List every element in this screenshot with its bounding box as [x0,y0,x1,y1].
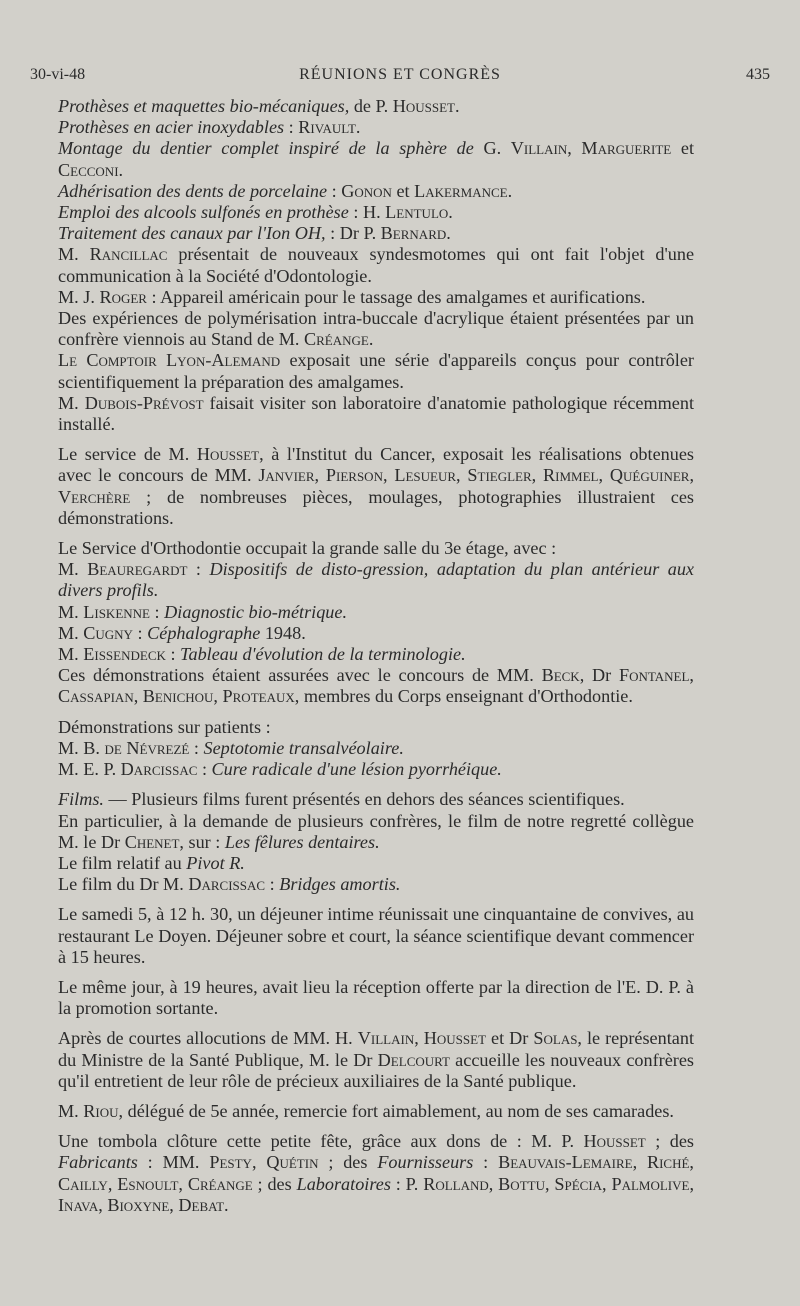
paragraph [58,665,694,707]
text-run: Démonstrations sur patients : [58,716,271,737]
text-run: : Appareil américain pour le tassage des amalgames et aurifications. [146,286,646,307]
text-run: Chenet, [124,831,184,852]
body-text [58,96,694,1216]
text-run: Villain, Marguerite [510,138,672,159]
text-run: Housset [583,1131,646,1152]
text-run: Fontanel, Cassapian, Benichou, Proteaux, [58,665,694,707]
text-run: Rolland, Bottu, Spécia, Palmolive, Inava, Bioxyne, Debat. [58,1173,694,1215]
text-run: Ces démonstrations étaient assurées avec le concours de MM. [58,665,542,686]
text-run: , à l'Institut du Cancer, exposait les réalisations obtenues avec le concours de MM. [58,444,694,486]
text-run: Fabricants [58,1152,138,1173]
paragraph [58,308,694,350]
text-run: Bridges amortis. [279,874,401,895]
text-run: M. B. [58,737,105,758]
text-run: Janvier, Pierson, Lesueur, Stiegler, Rimmel, Quéguiner, Verchère [58,465,694,507]
text-run: Traitement des canaux par l'Ion OH, [58,223,326,244]
text-run: M. [58,622,84,643]
text-run: M. [58,559,88,580]
paragraph [58,977,694,1019]
paragraph [58,244,694,286]
text-run: accueille les nouveaux confrères qu'il entretient de leur rôle de précieux auxiliaires de la Santé publique. [58,1049,694,1091]
text-run: membres du Corps enseignant d'Orthodontie. [299,686,633,707]
text-run: M. [58,1100,84,1121]
text-run: Lentulo. [385,202,453,223]
text-run: En particulier, à la demande de plusieurs confrères, le film de notre regretté collègue M. le Dr [58,810,694,852]
text-run: Dubois-Prévost [84,392,204,413]
text-run: Darcissac [188,874,266,895]
text-run: M. [58,601,84,622]
text-run: Laboratoires [296,1173,391,1194]
text-run: de P. [349,96,393,116]
text-run: : MM. [137,1152,210,1173]
text-run: Le Comptoir Lyon-Alemand [58,350,281,371]
text-run: Darcissac [120,759,198,780]
text-run: M. [58,644,84,665]
text-run: Pivot R. [186,852,245,873]
text-run: G. [473,138,511,159]
text-run: Riou, [83,1100,124,1121]
text-run: Pesty, Quétin [209,1152,319,1173]
text-run: Diagnostic bio-métrique. [164,601,348,622]
paragraph [58,1101,694,1122]
text-run: Roger [99,286,147,307]
text-run: Dr [584,665,619,686]
paragraph [58,602,694,623]
text-run: sur : [183,831,225,852]
text-run: M. [58,244,90,265]
text-run: Fournisseurs [377,1152,474,1173]
text-run: Films. [58,789,104,810]
text-run: Adhérisation des dents de porcelaine [58,180,328,201]
text-run: le représentant du Ministre de la Santé Publique, M. le Dr [58,1028,694,1070]
text-run: et [391,180,415,201]
text-run: : P. [390,1173,424,1194]
text-run: ; des [318,1152,378,1173]
text-run: Le service de M. [58,444,197,465]
text-run: Cure radicale d'une lésion pyorrhéique. [211,759,502,780]
paragraph [58,738,694,759]
text-run: M. E. P. [58,759,121,780]
text-run: Liskenne [83,601,150,622]
paragraph [58,393,694,435]
text-run: : [265,874,280,895]
text-run: Villain, Housset [357,1028,487,1049]
paragraph [58,181,694,202]
text-run: : [473,1152,499,1173]
text-run: : [132,622,148,643]
text-run: Cugny [83,622,133,643]
text-run: : [165,644,181,665]
text-run: M. J. [58,286,100,307]
header-title: RÉUNIONS ET CONGRÈS [299,66,501,83]
text-run: Prothèses en acier inoxydables [58,117,285,138]
text-run: ; des [252,1173,297,1194]
text-run: Housset [196,444,260,465]
text-run: Céphalographe [147,622,261,643]
paragraph [58,287,694,308]
text-run: présentait de nouveaux syndesmotomes qui ont fait l'objet d'une communication à la Société d'Odontologie. [58,244,695,286]
text-run: Rivault. [298,117,361,138]
paragraph [58,223,694,244]
paragraph [58,350,694,392]
text-run: Les fêlures dentaires. [224,831,380,852]
text-run: Après de courtes allocutions de MM. H. [58,1028,358,1049]
text-run: : Dr P. [325,223,381,244]
text-run: Beauvais-Lemaire, Riché, Cailly, Esnoult, Créange [58,1152,694,1194]
text-run: Tableau d'évolution de la terminologie. [180,644,466,665]
paragraph [58,853,694,874]
text-run: Des expériences de polymérisation intra-buccale d'acrylique étaient présentées par un confrère viennois au Stand de M. [58,308,694,350]
text-run: de Névrezé [104,737,190,758]
text-run: Le film relatif au [58,852,187,873]
paragraph [58,623,694,644]
paragraph [58,96,694,117]
header-date: 30-vi-48 [30,66,86,83]
paragraph [58,811,694,853]
text-run: Lakermance. [414,180,513,201]
page-number: 435 [746,66,770,83]
text-run: ; des [645,1131,694,1152]
paragraph [58,117,694,138]
text-run: Le même jour, à 19 heures, avait lieu la réception offerte par la direction de l'E. D. P. à la promotion sortante. [58,976,694,1019]
text-run: : [149,601,165,622]
text-run: Beauregardt [87,559,188,580]
paragraph [58,644,694,665]
text-run: : [327,180,342,201]
text-run: : [189,737,204,758]
text-run: délégué de 5e année, remercie fort aimablement, au nom de ses camarades. [123,1100,674,1121]
text-run: faisait visiter son laboratoire d'anatomie pathologique récemment installé. [58,392,694,435]
paragraph [58,759,694,780]
text-run: Septotomie transalvéolaire. [203,737,404,758]
text-run: ; de nombreuses pièces, moulages, photographies illustraient ces démonstrations. [58,486,694,528]
text-run: Rancillac [89,244,168,265]
text-run: Le film du Dr M. [58,874,189,895]
paragraph [58,904,694,968]
text-run: : [197,759,212,780]
text-run: M. [58,392,85,413]
text-run: exposait une série d'appareils conçus pour contrôler scientifiquement la préparation des amalgames. [58,350,694,392]
text-run: : H. [348,202,386,223]
text-run: Bernard. [380,223,451,244]
paragraph [58,138,694,180]
text-run: Gonon [341,180,392,201]
paragraph [58,1131,694,1216]
text-run: : [284,117,299,138]
text-run: Dispositifs de disto-gression, adaptation du plan antérieur aux divers profils. [58,559,695,601]
text-run: Eissendeck [83,644,166,665]
text-run: — Plusieurs films furent présentés en dehors des séances scientifiques. [103,789,625,810]
paragraph [58,717,694,738]
text-run: Le Service d'Orthodontie occupait la grande salle du 3e étage, avec : [58,538,557,559]
paragraph [58,444,694,529]
text-run: et Dr [486,1028,534,1049]
text-run: et [671,138,694,159]
text-run: : [187,559,210,580]
paragraph [58,538,694,559]
paragraph [58,559,694,601]
text-run: Créange. [303,329,374,350]
text-run: Delcourt [377,1049,450,1070]
paragraph [58,202,694,223]
text-run: Montage du dentier complet inspiré de la sphère de [58,138,474,159]
text-run: Solas, [533,1028,582,1049]
text-run: 1948. [260,622,306,643]
text-run: Housset. [392,96,460,116]
running-header [30,66,770,88]
text-run: Cecconi. [58,159,124,180]
text-run: Le samedi 5, à 12 h. 30, un déjeuner intime réunissait une cinquantaine de convives, au restaurant Le Doyen. Déjeuner sobre et court, la séance scientifique devant commencer à 15 heures. [58,904,694,967]
text-run: Beck, [541,665,585,686]
paragraph [58,1028,694,1092]
paragraph [58,874,694,895]
text-run: Une tombola clôture cette petite fête, grâce aux dons de : M. P. [58,1131,584,1152]
paragraph [58,789,694,810]
text-run: Emploi des alcools sulfonés en prothèse [58,202,349,223]
text-run: Prothèses et maquettes bio-mécaniques, [58,96,350,116]
